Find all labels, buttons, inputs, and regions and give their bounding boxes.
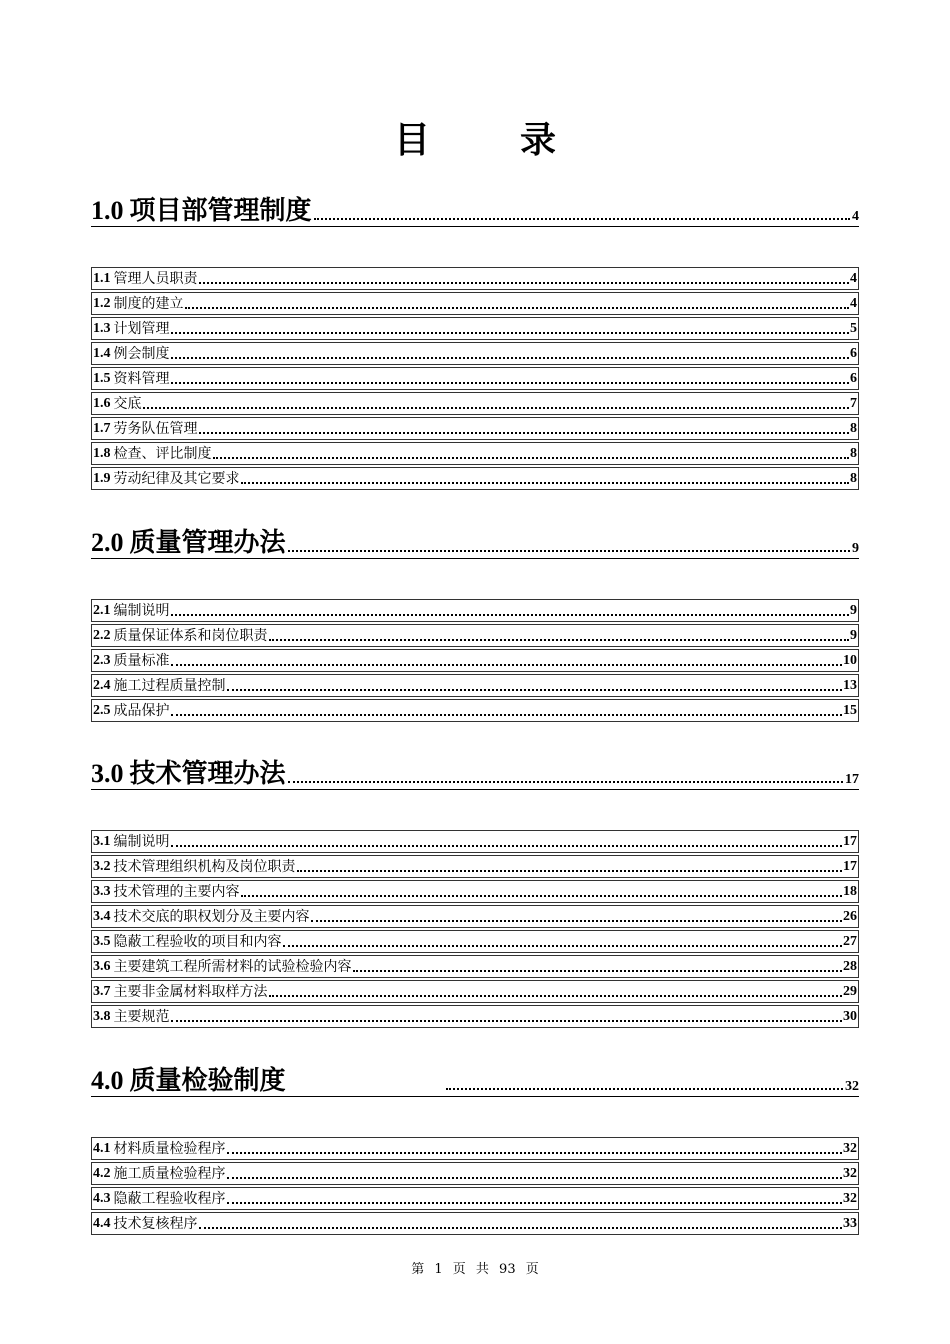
entry-text: 编制说明 [113, 834, 170, 850]
dot-leader [288, 781, 843, 783]
entry-text: 隐蔽工程验收程序 [113, 1191, 226, 1207]
dot-leader [227, 1152, 843, 1154]
toc-heading[interactable] [91, 1062, 859, 1097]
toc-entries [91, 830, 859, 1028]
entry-number: 1.6 [93, 396, 111, 411]
entry-text: 质量保证体系和岗位职责 [113, 628, 268, 644]
entry-number: 2.3 [93, 653, 111, 668]
entry-text: 材料质量检验程序 [113, 1141, 226, 1157]
entry-page: 15 [843, 703, 857, 718]
entry-page: 6 [850, 346, 857, 361]
toc-entry[interactable] [91, 624, 859, 647]
dot-leader [269, 639, 850, 641]
entry-page: 28 [843, 959, 857, 974]
dot-leader [143, 407, 850, 409]
entry-text: 施工过程质量控制 [113, 678, 226, 694]
entry-text: 主要建筑工程所需材料的试验检验内容 [113, 959, 352, 975]
entry-page: 29 [843, 984, 857, 999]
toc-entries [91, 1137, 859, 1235]
entry-page: 9 [850, 603, 857, 618]
entry-text: 管理人员职责 [113, 271, 198, 287]
entry-number: 4.3 [93, 1191, 111, 1206]
entry-text: 制度的建立 [113, 296, 184, 312]
toc-section-2 [91, 524, 859, 724]
entry-page: 8 [850, 471, 857, 486]
toc-entry[interactable] [91, 649, 859, 672]
heading-text: 技术管理办法 [129, 759, 286, 789]
dot-leader [353, 970, 843, 972]
toc-entries [91, 599, 859, 722]
dot-leader [241, 895, 843, 897]
entry-page: 10 [843, 653, 857, 668]
entry-number: 3.4 [93, 909, 111, 924]
toc-entry[interactable] [91, 699, 859, 722]
toc-title [0, 112, 950, 163]
dot-leader [288, 550, 850, 552]
toc-entry[interactable] [91, 905, 859, 928]
entry-number: 1.5 [93, 371, 111, 386]
toc-entry[interactable] [91, 930, 859, 953]
toc-heading[interactable] [91, 524, 859, 559]
dot-leader [314, 218, 850, 220]
dot-leader [227, 689, 843, 691]
dot-leader [185, 307, 850, 309]
entry-number: 2.5 [93, 703, 111, 718]
entry-number: 1.8 [93, 446, 111, 461]
entry-text: 资料管理 [113, 371, 170, 387]
toc-entry[interactable] [91, 599, 859, 622]
toc-entry[interactable] [91, 317, 859, 340]
toc-entry[interactable] [91, 1005, 859, 1028]
entry-text: 检查、评比制度 [113, 446, 212, 462]
toc-entry[interactable] [91, 980, 859, 1003]
toc-entry[interactable] [91, 442, 859, 465]
dot-leader [446, 1088, 843, 1090]
entry-number: 2.2 [93, 628, 111, 643]
dot-leader [213, 457, 850, 459]
toc-entry[interactable] [91, 955, 859, 978]
entry-page: 18 [843, 884, 857, 899]
entry-number: 3.6 [93, 959, 111, 974]
dot-leader [199, 282, 850, 284]
entry-page: 27 [843, 934, 857, 949]
entry-number: 1.9 [93, 471, 111, 486]
entry-number: 4.2 [93, 1166, 111, 1181]
entry-text: 技术复核程序 [113, 1216, 198, 1232]
entry-text: 技术交底的职权划分及主要内容 [113, 909, 310, 925]
entry-number: 2.1 [93, 603, 111, 618]
entry-text: 主要规范 [113, 1009, 170, 1025]
entry-number: 2.4 [93, 678, 111, 693]
entry-page: 13 [843, 678, 857, 693]
toc-entry[interactable] [91, 1187, 859, 1210]
toc-entry[interactable] [91, 267, 859, 290]
title-char-1: 目 [393, 119, 430, 161]
dot-leader [171, 357, 850, 359]
heading-number: 4.0 [91, 1066, 124, 1095]
entry-text: 劳务队伍管理 [113, 421, 198, 437]
entry-page: 30 [843, 1009, 857, 1024]
entry-number: 3.2 [93, 859, 111, 874]
entry-number: 3.5 [93, 934, 111, 949]
entry-page: 9 [850, 628, 857, 643]
toc-entry[interactable] [91, 392, 859, 415]
heading-number: 2.0 [91, 528, 124, 557]
entry-number: 1.4 [93, 346, 111, 361]
heading-page: 9 [852, 541, 859, 556]
entry-number: 3.8 [93, 1009, 111, 1024]
entry-text: 主要非金属材料取样方法 [113, 984, 268, 1000]
toc-entry[interactable] [91, 830, 859, 853]
entry-number: 4.4 [93, 1216, 111, 1231]
toc-heading[interactable] [91, 755, 859, 790]
entry-text: 技术管理的主要内容 [113, 884, 240, 900]
entry-text: 隐蔽工程验收的项目和内容 [113, 934, 282, 950]
entry-text: 施工质量检验程序 [113, 1166, 226, 1182]
entry-text: 成品保护 [113, 703, 170, 719]
heading-text: 质量管理办法 [129, 528, 286, 558]
page-footer: 第 1 页 共 93 页 [411, 1262, 539, 1277]
entry-page: 32 [843, 1166, 857, 1181]
entry-page: 4 [850, 296, 857, 311]
toc-heading[interactable] [91, 192, 859, 227]
entry-text: 技术管理组织机构及岗位职责 [113, 859, 296, 875]
entry-page: 8 [850, 446, 857, 461]
entry-page: 26 [843, 909, 857, 924]
heading-text: 项目部管理制度 [129, 196, 312, 226]
toc-entry[interactable] [91, 855, 859, 878]
entry-text: 质量标准 [113, 653, 170, 669]
dot-leader [171, 614, 850, 616]
dot-leader [171, 664, 843, 666]
toc-entry[interactable] [91, 880, 859, 903]
title-char-2: 录 [520, 119, 557, 161]
entry-page: 33 [843, 1216, 857, 1231]
dot-leader [171, 382, 850, 384]
toc-section-3 [91, 755, 859, 1030]
entry-page: 17 [843, 859, 857, 874]
toc-entry[interactable] [91, 292, 859, 315]
toc-section-4 [91, 1062, 859, 1237]
toc-entry[interactable] [91, 342, 859, 365]
entry-number: 3.1 [93, 834, 111, 849]
toc-section-1 [91, 192, 859, 492]
toc-entry[interactable] [91, 467, 859, 490]
heading-page: 4 [852, 209, 859, 224]
entry-page: 8 [850, 421, 857, 436]
entry-number: 3.7 [93, 984, 111, 999]
dot-leader [171, 714, 843, 716]
heading-number: 3.0 [91, 759, 124, 788]
entry-number: 4.1 [93, 1141, 111, 1156]
toc-entry[interactable] [91, 367, 859, 390]
entry-number: 3.3 [93, 884, 111, 899]
entry-page: 32 [843, 1191, 857, 1206]
toc-entry[interactable] [91, 1162, 859, 1185]
entry-text: 劳动纪律及其它要求 [113, 471, 240, 487]
entry-page: 4 [850, 271, 857, 286]
entry-text: 计划管理 [113, 321, 170, 337]
toc-entry[interactable] [91, 674, 859, 697]
entry-page: 7 [850, 396, 857, 411]
entry-page: 5 [850, 321, 857, 336]
entry-page: 17 [843, 834, 857, 849]
dot-leader [227, 1177, 843, 1179]
entry-number: 1.2 [93, 296, 111, 311]
entry-text: 交底 [113, 396, 142, 412]
heading-page: 17 [845, 772, 859, 787]
dot-leader [171, 332, 850, 334]
heading-text: 质量检验制度 [129, 1066, 286, 1096]
toc-entry[interactable] [91, 417, 859, 440]
heading-number: 1.0 [91, 196, 124, 225]
entry-page: 6 [850, 371, 857, 386]
dot-leader [171, 845, 843, 847]
dot-leader [241, 482, 850, 484]
dot-leader [269, 995, 843, 997]
entry-number: 1.1 [93, 271, 111, 286]
entry-text: 例会制度 [113, 346, 170, 362]
entry-text: 编制说明 [113, 603, 170, 619]
entry-number: 1.7 [93, 421, 111, 436]
entry-page: 32 [843, 1141, 857, 1156]
toc-entry[interactable] [91, 1137, 859, 1160]
toc-entries [91, 267, 859, 490]
dot-leader [283, 945, 843, 947]
dot-leader [297, 870, 843, 872]
dot-leader [311, 920, 843, 922]
dot-leader [199, 1227, 843, 1229]
dot-leader [199, 432, 850, 434]
dot-leader [171, 1020, 843, 1022]
dot-leader [227, 1202, 843, 1204]
toc-entry[interactable] [91, 1212, 859, 1235]
entry-number: 1.3 [93, 321, 111, 336]
heading-page: 32 [845, 1079, 859, 1094]
